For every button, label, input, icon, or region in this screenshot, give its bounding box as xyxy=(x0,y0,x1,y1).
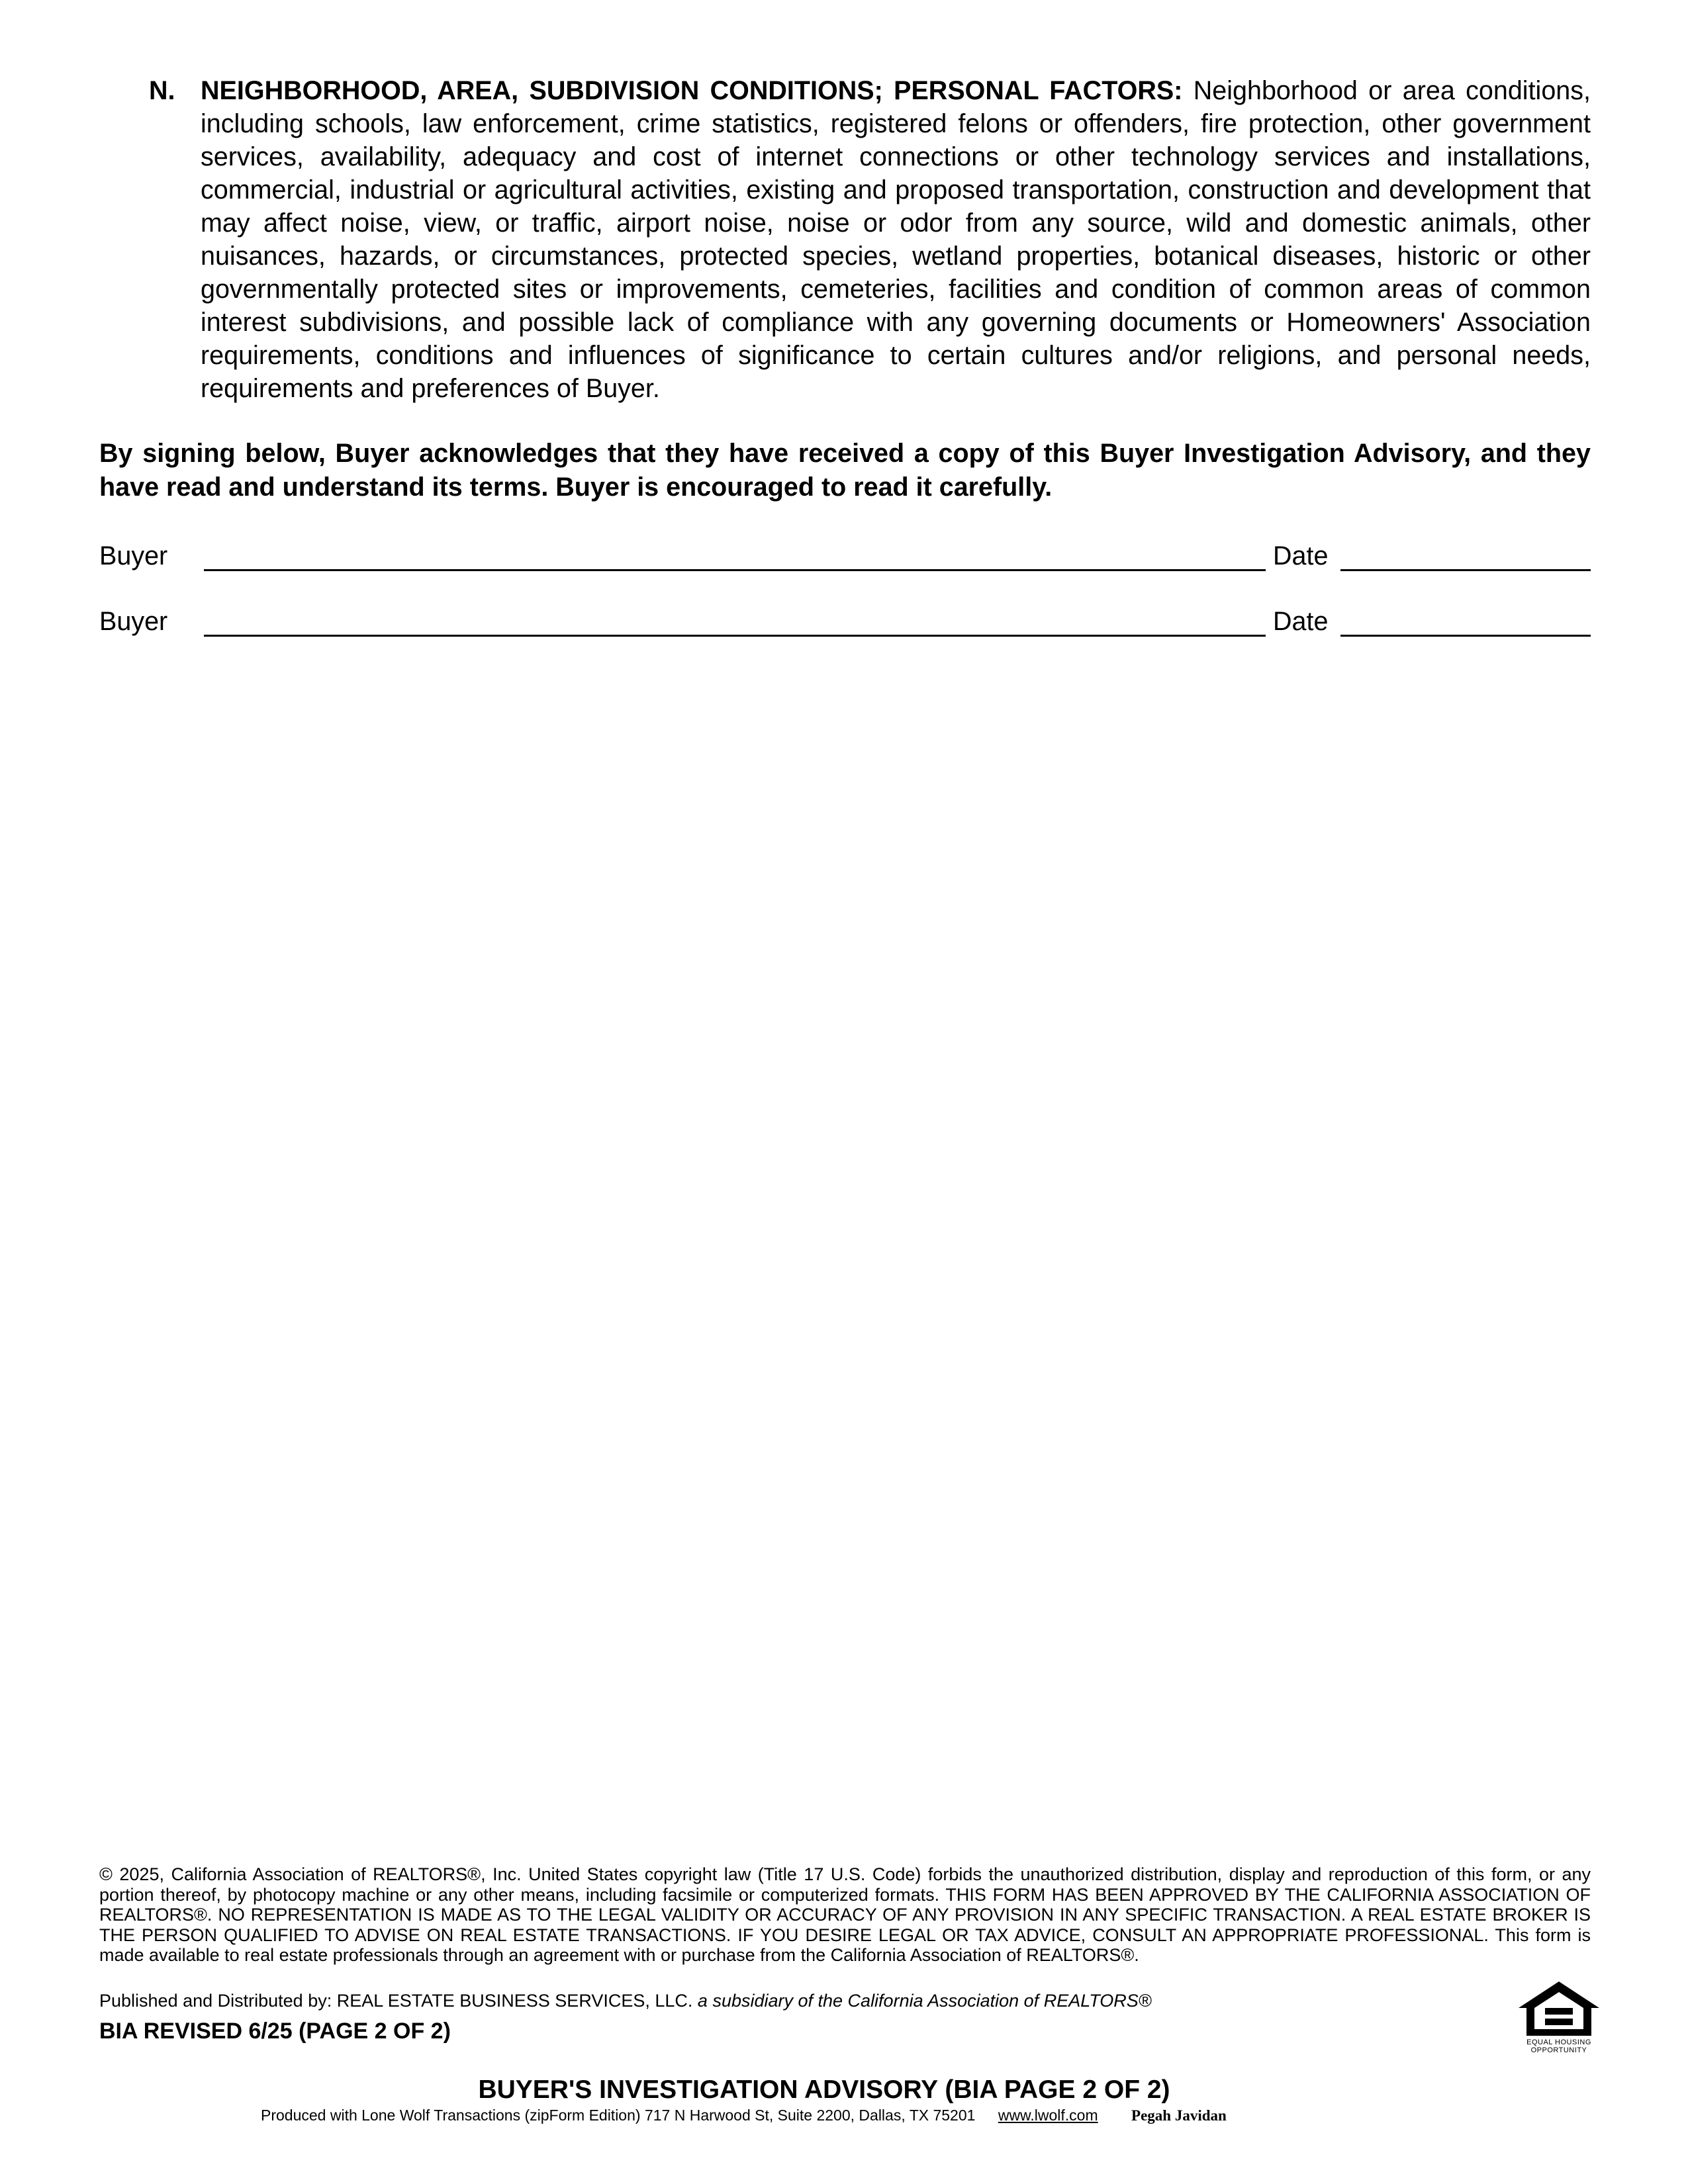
publisher-subsidiary: a subsidiary of the California Association of REALTORS® xyxy=(697,1991,1152,2011)
publisher-line xyxy=(99,1990,1152,2011)
date-field[interactable] xyxy=(1340,569,1591,571)
date-label: Date xyxy=(1273,607,1329,636)
buyer-signature-field[interactable] xyxy=(204,635,1266,637)
publisher-name: Published and Distributed by: REAL ESTATE BUSINESS SERVICES, LLC. xyxy=(99,1991,693,2011)
document-title xyxy=(0,2075,1688,2105)
equal-housing-line1: EQUAL HOUSING xyxy=(1526,2038,1591,2046)
acknowledgment-statement: By signing below, Buyer acknowledges that they have received a copy of this Buyer Investigation Advisory, and they have read and understand its terms. Buyer is encouraged to read it carefully. xyxy=(99,439,1591,502)
form-revision: BIA REVISED 6/25 (PAGE 2 OF 2) xyxy=(99,2019,451,2044)
agent-name: Pegah Javidan xyxy=(1131,2107,1227,2124)
buyer-label: Buyer xyxy=(99,607,168,636)
produced-with-text: Produced with Lone Wolf Transactions (zipForm Edition) 717 N Harwood St, Suite 2200, Dallas, TX 75201 xyxy=(261,2107,976,2124)
equal-housing-icon xyxy=(1516,1978,1602,2038)
buyer-signature-field[interactable] xyxy=(204,569,1266,571)
equal-housing-logo xyxy=(1516,1978,1602,2057)
section-text: Neighborhood or area conditions, including schools, law enforcement, crime statistics, registered felons or offenders, fire protection, other government services, availability, adequacy and cost of internet connections or other technology services and installations, commercial, industrial or agricultural activities, existing and proposed transportation, construction and development that may affect noise, view, or traffic, airport noise, noise or odor from any source, wild and domestic animals, other nuisances, hazards, or circumstances, protected species, wetland properties, botanical diseases, historic or other governmentally protected sites or improvements, cemeteries, facilities and condition of common areas of common interest subdivisions, and possible lack of compliance with any governing documents or Homeowners' Association requirements, conditions and influences of significance to certain cultures and/or religions, and personal needs, requirements and preferences of Buyer. xyxy=(201,76,1591,403)
produced-with-line xyxy=(261,2107,1227,2124)
section-body xyxy=(201,74,1591,405)
section-n xyxy=(149,74,1591,405)
signature-row-1 xyxy=(99,535,1591,574)
date-label: Date xyxy=(1273,541,1329,570)
equal-housing-line2: OPPORTUNITY xyxy=(1530,2046,1587,2054)
signature-row-2 xyxy=(99,600,1591,640)
section-heading: NEIGHBORHOOD, AREA, SUBDIVISION CONDITIONS; PERSONAL FACTORS: xyxy=(201,76,1183,105)
buyer-label: Buyer xyxy=(99,541,168,570)
copyright-notice: © 2025, California Association of REALTORS®, Inc. United States copyright law (Title 17 U.S. Code) forbids the unauthorized distribution, display and reproduction of this form, or any portion thereof, by photocopy machine or any other means, including facsimile or computerized formats. THIS FORM HAS BEEN APPROVED BY THE CALIFORNIA ASSOCIATION OF REALTORS®. NO REPRESENTATION IS MADE AS TO THE LEGAL VALIDITY OR ACCURACY OF ANY PROVISION IN ANY SPECIFIC TRANSACTION. A REAL ESTATE BROKER IS THE PERSON QUALIFIED TO ADVISE ON REAL ESTATE TRANSACTIONS. IF YOU DESIRE LEGAL OR TAX ADVICE, CONSULT AN APPROPRIATE PROFESSIONAL. This form is made available to real estate professionals through an agreement with or purchase from the California Association of REALTORS®. xyxy=(99,1864,1591,1965)
document-title-text: BUYER'S INVESTIGATION ADVISORY (BIA PAGE 2 OF 2) xyxy=(478,2075,1170,2104)
date-field[interactable] xyxy=(1340,635,1591,637)
section-letter: N. xyxy=(149,76,175,105)
website-link[interactable]: www.lwolf.com xyxy=(998,2107,1098,2124)
